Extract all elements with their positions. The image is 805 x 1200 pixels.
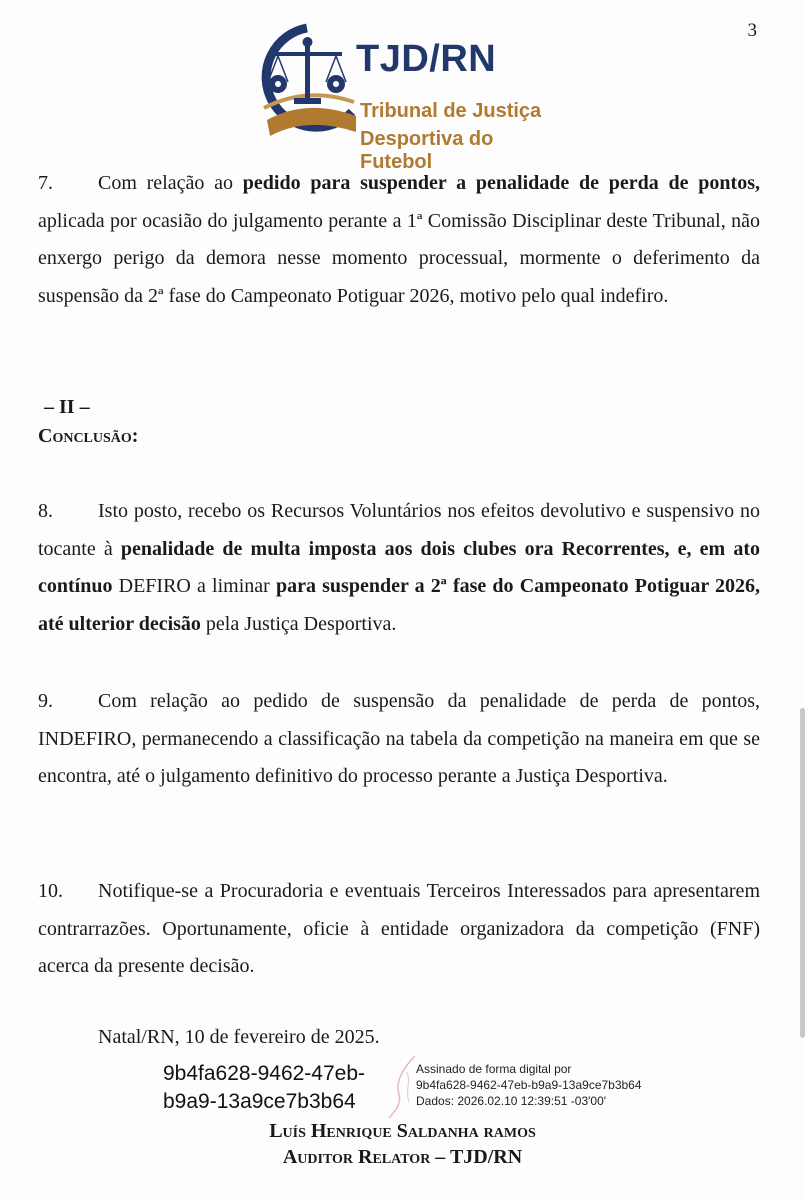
paragraph-text: DEFIRO a liminar bbox=[112, 575, 276, 597]
paragraph-10 bbox=[38, 873, 760, 986]
paragraph-bold-text: para suspender a 2ª fase do Campeonato Potiguar 2026, até ulterior decisão bbox=[38, 575, 760, 635]
paragraph-text: aplicada por ocasião do julgamento perante a 1ª Comissão Disciplinar deste Tribunal, não enxergo perigo da demora nesse momento processual, mormente o deferimento da suspensão da 2ª fase do Campeonato Potiguar 2026, motivo pelo qual indefiro. bbox=[38, 209, 760, 307]
page-number: 3 bbox=[747, 20, 757, 41]
signature-code bbox=[163, 1060, 365, 1116]
signature-info-line1: Assinado de forma digital por bbox=[416, 1062, 572, 1076]
paragraph-number: 9. bbox=[38, 690, 53, 712]
paragraph-8 bbox=[38, 493, 760, 643]
section-marker: – II – bbox=[44, 396, 90, 418]
scales-of-justice-icon bbox=[252, 20, 362, 150]
logo-subtitle-line2: Desportiva do Futebol bbox=[360, 128, 494, 173]
paragraph-number: 10. bbox=[38, 880, 63, 902]
paragraph-text: Notifique-se a Procuradoria e eventuais Terceiros Interessados para apresentarem contrarrazões. Oportunamente, oficie à entidade organizadora da competição (FNF) acerca da presente decisão. bbox=[38, 880, 760, 977]
paragraph-bold-text: penalidade de multa imposta aos dois clubes ora Recorrentes, e, em ato contínuo bbox=[38, 537, 761, 597]
signature-code-line1: 9b4fa628-9462-47eb- bbox=[163, 1062, 366, 1085]
signature-info-line3: Dados: 2026.02.10 12:39:51 -03'00' bbox=[416, 1094, 607, 1108]
paragraph-text: pela Justiça Desportiva. bbox=[200, 612, 397, 635]
logo-title: TJD/RN bbox=[356, 38, 497, 80]
tjd-rn-logo bbox=[252, 20, 542, 173]
paragraph-bold-text: pedido para suspender a penalidade de perda de pontos, bbox=[242, 172, 760, 194]
signer-role: Auditor Relator – TJD/RN bbox=[282, 1146, 523, 1168]
paragraph-number: 8. bbox=[38, 500, 53, 522]
scrollbar[interactable] bbox=[800, 708, 805, 1038]
signature-info-line2: 9b4fa628-9462-47eb-b9a9-13a9ce7b3b64 bbox=[416, 1078, 642, 1092]
paragraph-text: Isto posto, recebo os Recursos Voluntários nos efeitos devolutivo e suspensivo no tocante à bbox=[38, 500, 760, 560]
paragraph-text: Com relação ao pedido de suspensão da penalidade de perda de pontos, INDEFIRO, permanecendo a classificação na tabela da competição na maneira em que se encontra, até o julgamento definitivo do processo perante a Justiça Desportiva. bbox=[38, 690, 760, 787]
section-title: Conclusão: bbox=[38, 425, 139, 447]
paragraph-text: Com relação ao bbox=[98, 172, 243, 194]
date-line: Natal/RN, 10 de fevereiro de 2025. bbox=[98, 1026, 380, 1048]
digital-signature-info bbox=[416, 1061, 642, 1109]
paragraph-7 bbox=[38, 165, 760, 315]
paragraph-9 bbox=[38, 683, 760, 796]
logo-subtitle-line1: Tribunal de Justiça bbox=[360, 100, 542, 122]
paragraph-number: 7. bbox=[38, 172, 53, 194]
signature-code-line2: b9a9-13a9ce7b3b64 bbox=[163, 1090, 356, 1113]
signer-name: Luís Henrique Saldanha ramos bbox=[269, 1120, 536, 1142]
